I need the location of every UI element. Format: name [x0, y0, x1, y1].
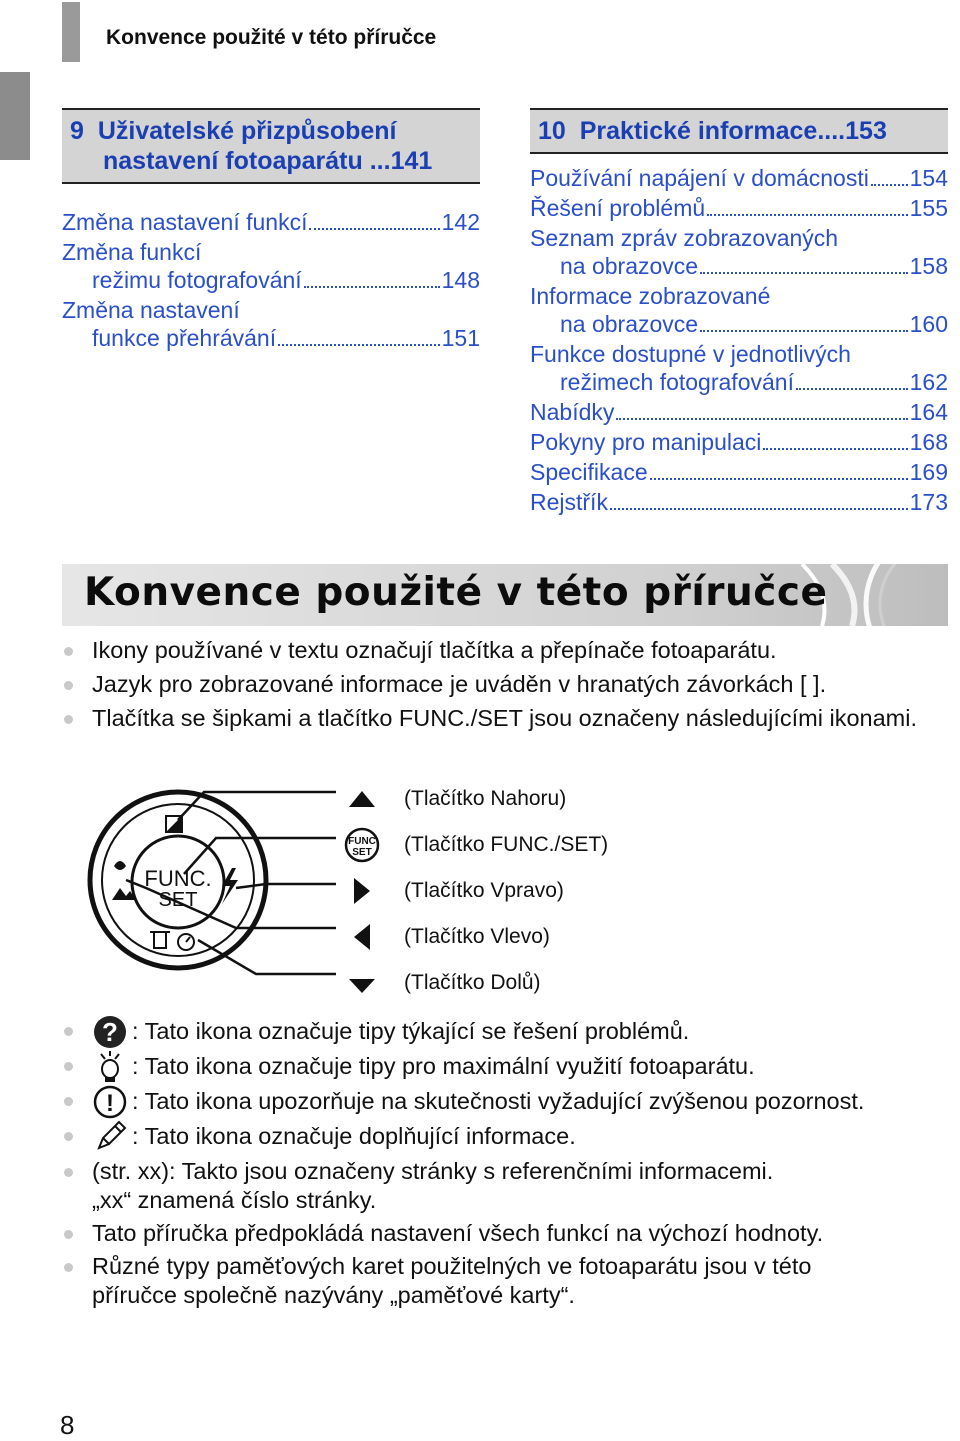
toc-heading-10[interactable]: 10 Praktické informace....153 [530, 108, 948, 154]
lightbulb-icon [93, 1050, 127, 1084]
chapter-title-cont: nastavení fotoaparátu [103, 147, 363, 175]
legend-row-up [340, 776, 760, 822]
legend-row-down [340, 960, 760, 1006]
exclamation-icon [93, 1085, 127, 1119]
toc-heading-9[interactable]: 9 Uživatelské přizpůsobení nastavení fotoaparátu ...141 [62, 108, 480, 184]
icon-note-text: : Tato ikona označuje tipy pro maximální využití fotoaparátu. [132, 1053, 755, 1079]
arrow-left-icon [352, 923, 372, 951]
toc-left [62, 108, 480, 354]
legend-label: (Tlačítko Dolů) [404, 971, 541, 994]
section-title: Konvence použité v této příručce [84, 570, 828, 615]
icon-note-text: : Tato ikona upozorňuje na skutečnosti vyžadující zvýšenou pozornost. [132, 1088, 865, 1114]
page-number: 8 [60, 1410, 75, 1440]
list-item: Ikony používané v textu označují tlačítka a přepínače fotoaparátu. [62, 636, 942, 665]
list-item: Tato příručka předpokládá nastavení všech funkcí na výchozí hodnoty. [62, 1219, 942, 1248]
button-legend [340, 776, 760, 1006]
control-dial-illustration [86, 776, 356, 976]
list-item: (str. xx): Takto jsou označeny stránky s referenčními informacemi. „xx“ znamená číslo stránky. [62, 1157, 942, 1215]
toc-entry[interactable]: Změna funkcí režimu fotografování 148 [62, 239, 480, 293]
legend-label: (Tlačítko FUNC./SET) [404, 833, 609, 856]
icon-note-caution [62, 1084, 952, 1119]
legend-row-left [340, 914, 760, 960]
dial-set-label: SET [158, 889, 198, 911]
toc-entry[interactable]: Seznam zpráv zobrazovaných na obrazovce 158 [530, 225, 948, 279]
icon-note-text: : Tato ikona označuje doplňující informace. [132, 1123, 576, 1149]
toc-entry[interactable]: Nabídky 164 [530, 399, 948, 425]
header-bar [62, 2, 80, 62]
header-title: Konvence použité v této příručce [106, 26, 437, 49]
list-item: Tlačítka se šipkami a tlačítko FUNC./SET jsou označeny následujícími ikonami. [62, 704, 942, 733]
toc-entry[interactable]: Pokyny pro manipulaci 168 [530, 429, 948, 455]
func-set-icon [343, 826, 381, 864]
toc-entry[interactable]: Změna nastavení funkcí 142 [62, 209, 480, 235]
icon-note-info [62, 1119, 952, 1154]
icon-note-tips [62, 1049, 952, 1084]
chapter-number: 9 [70, 117, 84, 145]
svg-text:SET: SET [352, 847, 372, 858]
legend-label: (Tlačítko Vpravo) [404, 879, 564, 902]
svg-text:FUNC: FUNC [348, 836, 376, 847]
conventions-list [62, 636, 942, 733]
chapter-title: Praktické informace [579, 117, 818, 145]
arrow-up-icon [348, 789, 376, 809]
toc-entry[interactable]: Změna nastavení funkce přehrávání 151 [62, 297, 480, 351]
chapter-page: 153 [845, 117, 887, 145]
toc-entry[interactable]: Řešení problémů 155 [530, 195, 948, 221]
svg-text:!: ! [106, 1089, 114, 1117]
arrow-down-icon [348, 973, 376, 993]
icon-note-troubleshooting [62, 1014, 952, 1049]
pencil-icon [93, 1120, 127, 1154]
chapter-title: Uživatelské přizpůsobení [97, 117, 397, 145]
legend-row-right [340, 868, 760, 914]
arrow-right-icon [352, 877, 372, 905]
toc-right-list [530, 164, 948, 516]
toc-right [530, 108, 948, 518]
legend-label: (Tlačítko Vlevo) [404, 925, 550, 948]
toc-entry[interactable]: Používání napájení v domácnosti 154 [530, 165, 948, 191]
icon-note-text: : Tato ikona označuje tipy týkající se řešení problémů. [132, 1018, 690, 1044]
toc-entry[interactable]: Specifikace 169 [530, 459, 948, 485]
section-banner [62, 564, 948, 626]
list-item: Jazyk pro zobrazované informace je uváděn v hranatých závorkách [ ]. [62, 670, 942, 699]
svg-text:?: ? [102, 1016, 118, 1047]
legend-row-func [340, 822, 760, 868]
icon-notes [62, 1014, 952, 1154]
chapter-page: 141 [390, 147, 433, 175]
conventions-list-bottom [62, 1157, 942, 1310]
dial-func-label: FUNC. [144, 866, 212, 891]
toc-entry[interactable]: Informace zobrazované na obrazovce 160 [530, 283, 948, 337]
toc-left-list [62, 208, 480, 352]
legend-label: (Tlačítko Nahoru) [404, 787, 567, 810]
toc-entry[interactable]: Funkce dostupné v jednotlivých režimech fotografování 162 [530, 341, 948, 395]
question-icon [93, 1015, 127, 1049]
side-tab-marker [0, 72, 30, 160]
list-item: Různé typy paměťových karet použitelných ve fotoaparátu jsou v této příručce společně nazývány „paměťové karty“. [62, 1252, 942, 1310]
toc-entry[interactable]: Rejstřík 173 [530, 489, 948, 515]
chapter-number: 10 [538, 117, 566, 145]
